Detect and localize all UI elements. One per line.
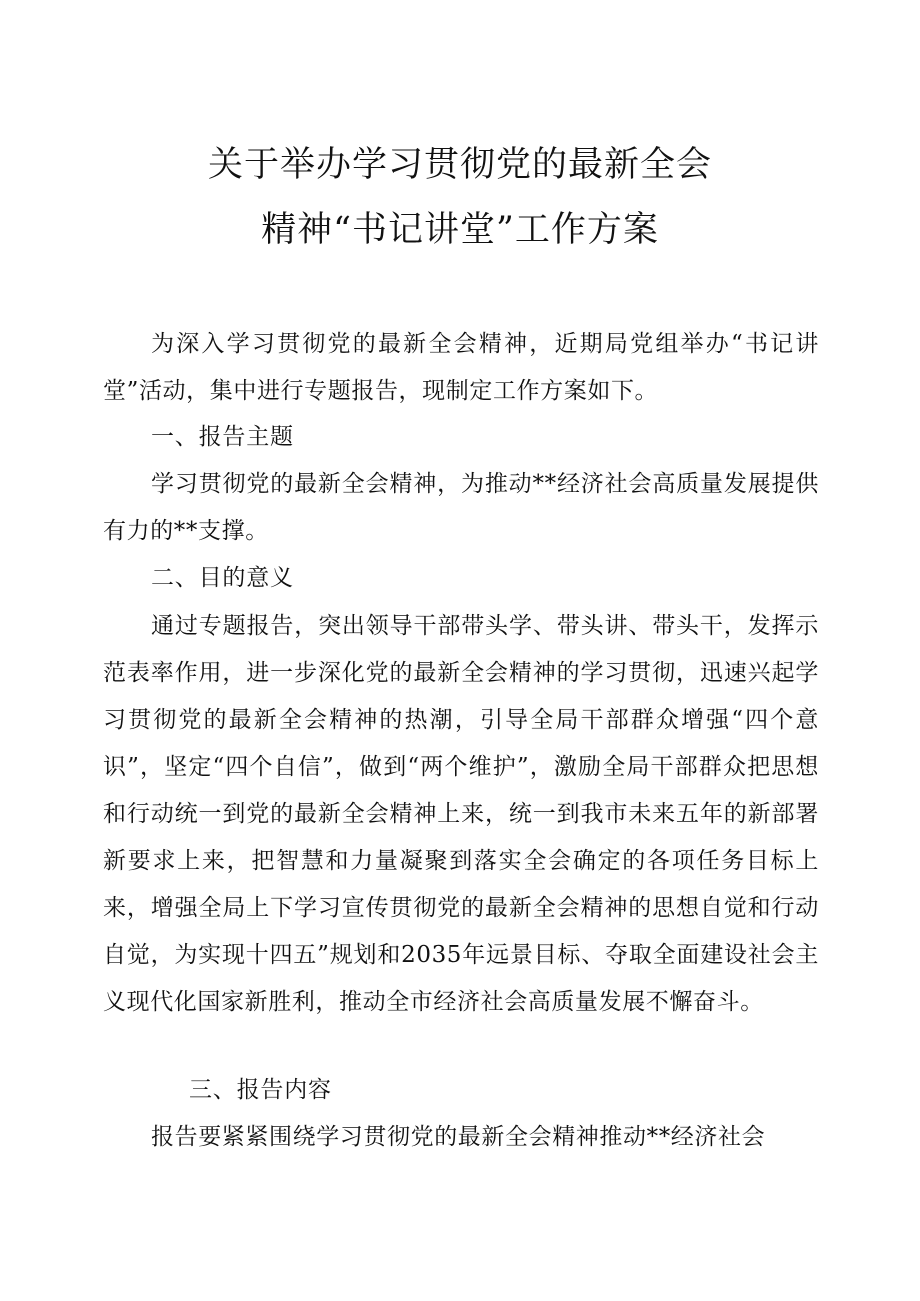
document-title-line-1: 关于举办学习贯彻党的最新全会 xyxy=(207,145,712,185)
section-heading-2: 二、目的意义 xyxy=(151,565,294,591)
section-heading-1: 一、报告主题 xyxy=(151,424,294,450)
section-paragraph-3: 报告要紧紧围绕学习贯彻党的最新全会精神推动**经济社会 xyxy=(151,1124,766,1150)
section-heading-3: 三、报告内容 xyxy=(189,1077,332,1103)
intro-paragraph: 为深入学习贯彻党的最新全会精神，近期局党组举办“书记讲堂”活动，集中进行专题报告，现制定工作方案如下。 xyxy=(103,331,819,404)
document-title-line-2: 精神“书记讲堂”工作方案 xyxy=(261,210,659,250)
section-paragraph-1: 学习贯彻党的最新全会精神，为推动**经济社会高质量发展提供有力的**支撑。 xyxy=(103,471,819,544)
section-paragraph-2: 通过专题报告，突出领导干部带头学、带头讲、带头干，发挥示范表率作用，进一步深化党的最新全会精神的学习贯彻，迅速兴起学习贯彻党的最新全会精神的热潮，引导全局干部群众增强“四个意识”，坚定“四个自信”，做到“两个维护”，激励全局干部群众把思想和行动统一到党的最新全会精神上来，统一到我市未来五年的新部署新要求上来，把智慧和力量凝聚到落实全会确定的各项任务目标上来，增强全局上下学习宣传贯彻党的最新全会精神的思想自觉和行动自觉，为实现十四五”规划和2035年远景目标、夺取全面建设社会主义现代化国家新胜利，推动全市经济社会高质量发展不懈奋斗。 xyxy=(103,613,819,1015)
